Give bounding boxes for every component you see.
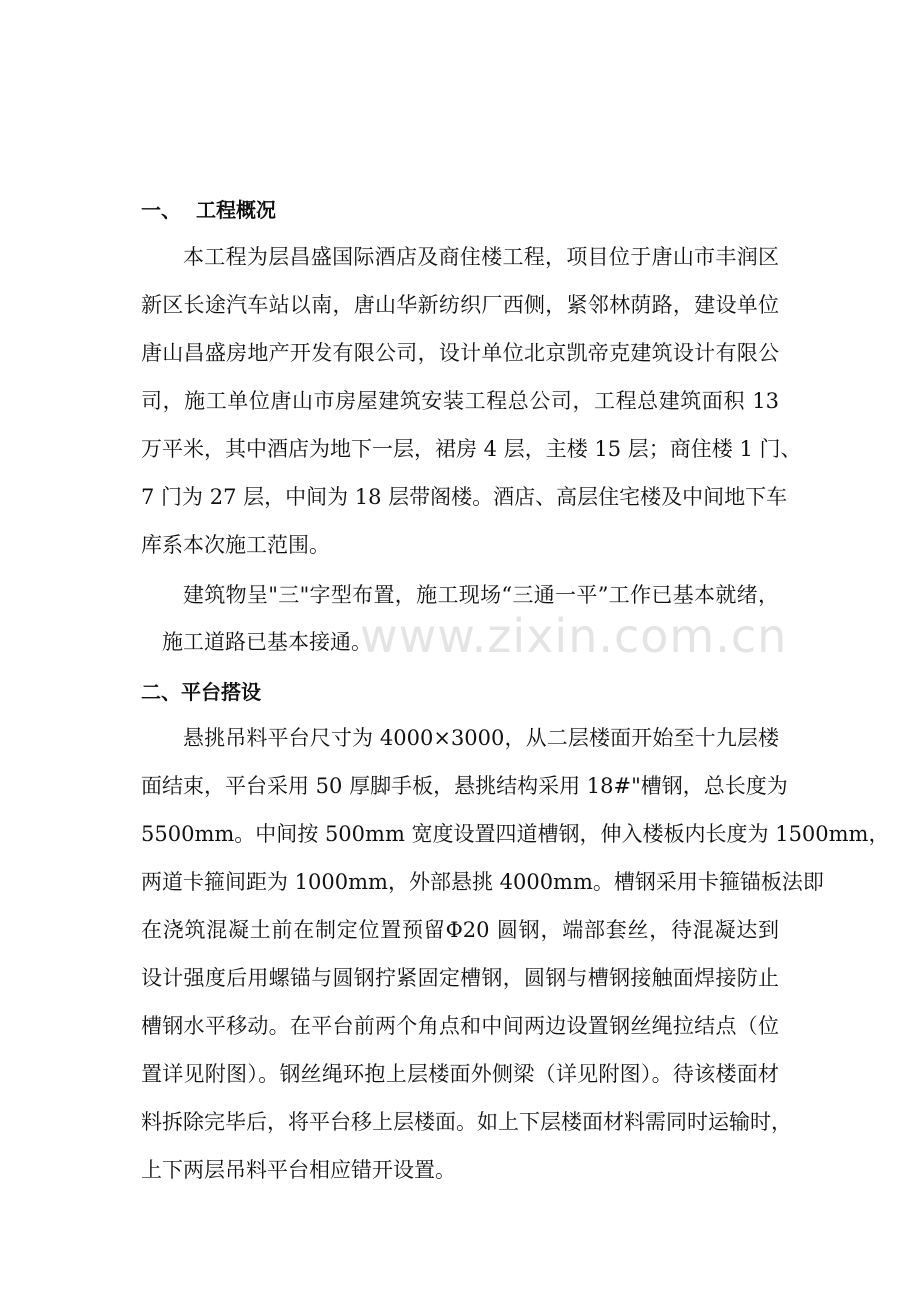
paragraph-line: 上下两层吊料平台相应错开设置。 [141,1158,456,1182]
paragraph-line: 7 门为 27 层，中间为 18 层带阁楼。酒店、高层住宅楼及中间地下车 [141,485,788,509]
paragraph-line: 本工程为层昌盛国际酒店及商住楼工程，项目位于唐山市丰润区 [183,245,779,269]
paragraph-line: 万平米，其中酒店为地下一层，裙房 4 层，主楼 15 层；商住楼 1 门、 [141,437,802,461]
paragraph-line: 施工道路已基本接通。 [162,630,372,654]
paragraph-line: 唐山昌盛房地产开发有限公司，设计单位北京凯帝克建筑设计有限公 [141,341,779,365]
paragraph-line: 面结束，平台采用 50 厚脚手板，悬挑结构采用 18#"槽钢，总长度为 [141,774,788,798]
section-1-number: 一、 [141,198,181,222]
paragraph-line: 两道卡箍间距为 1000mm，外部悬挑 4000mm。槽钢采用卡箍锚板法即 [141,870,824,894]
paragraph-line: 5500mm。中间按 500mm 宽度设置四道槽钢，伸入楼板内长度为 1500mm， [141,822,890,846]
paragraph-line: 设计强度后用螺锚与圆钢拧紧固定槽钢，圆钢与槽钢接触面焊接防止 [141,966,779,990]
paragraph-line: 槽钢水平移动。在平台前两个角点和中间两边设置钢丝绳拉结点（位 [141,1014,779,1038]
paragraph-line: 司，施工单位唐山市房屋建筑安装工程总公司，工程总建筑面积 13 [141,389,779,413]
paragraph-line: 新区长途汽车站以南，唐山华新纺织厂西侧，紧邻林荫路，建设单位 [141,293,779,317]
section-1-title: 工程概况 [196,198,276,222]
paragraph-line: 库系本次施工范围。 [141,533,330,557]
paragraph-line: 料拆除完毕后，将平台移上层楼面。如上下层楼面材料需同时运输时， [141,1110,792,1134]
watermark: www.zixin.com.cn [360,609,788,663]
section-2-heading: 二、平台搭设 [141,680,261,704]
paragraph-line: 建筑物呈"三"字型布置，施工现场“三通一平”工作已基本就绪， [183,583,779,607]
paragraph-line: 在浇筑混凝土前在制定位置预留Φ20 圆钢，端部套丝，待混凝达到 [141,918,779,942]
paragraph-line: 置详见附图）。钢丝绳环抱上层楼面外侧梁（详见附图）。待该楼面材 [141,1062,779,1086]
paragraph-line: 悬挑吊料平台尺寸为 4000×3000，从二层楼面开始至十九层楼 [183,726,779,750]
